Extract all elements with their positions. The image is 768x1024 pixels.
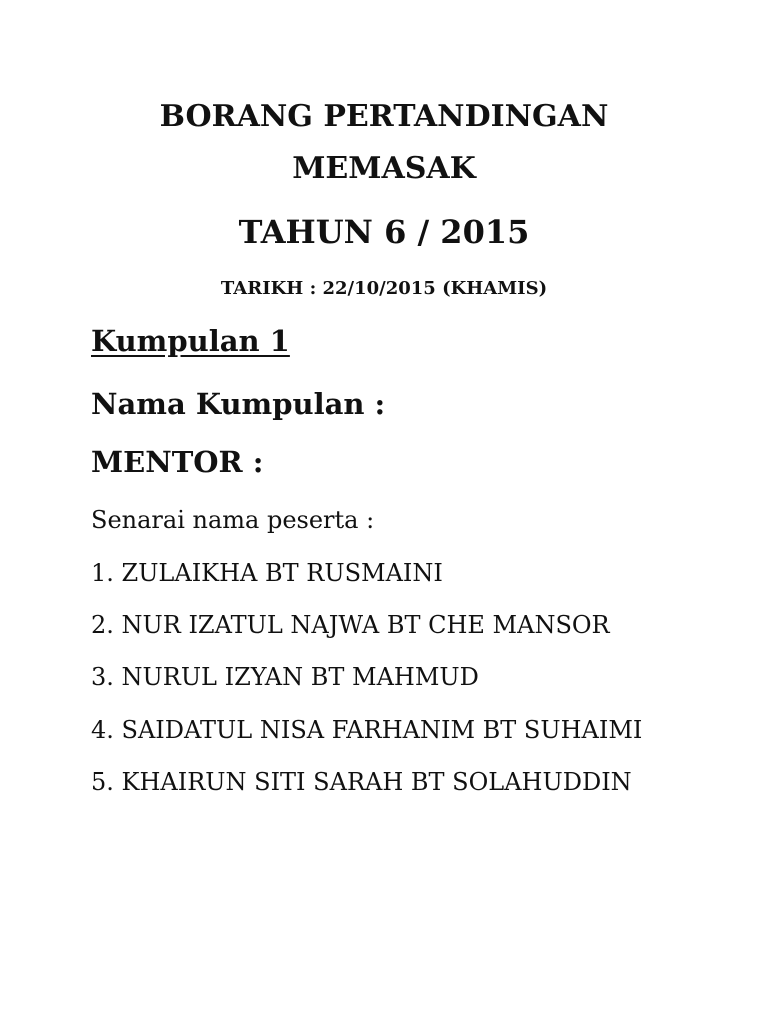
participant-item: 1. ZULAIKHA BT RUSMAINI: [91, 559, 443, 587]
group-name-label: Nama Kumpulan :: [91, 387, 386, 421]
title-year: TAHUN 6 / 2015: [238, 213, 530, 251]
participant-item: 4. SAIDATUL NISA FARHANIM BT SUHAIMI: [91, 716, 643, 744]
mentor-label: MENTOR :: [91, 445, 264, 479]
participant-item: 2. NUR IZATUL NAJWA BT CHE MANSOR: [91, 611, 610, 639]
participant-item: 5. KHAIRUN SITI SARAH BT SOLAHUDDIN: [91, 768, 632, 796]
date-line: TARIKH : 22/10/2015 (KHAMIS): [220, 278, 548, 299]
title-line-1: BORANG PERTANDINGAN: [159, 99, 609, 134]
group-heading: Kumpulan 1: [91, 324, 290, 358]
participant-item: 3. NURUL IZYAN BT MAHMUD: [91, 663, 479, 691]
title-line-2: MEMASAK: [292, 151, 476, 186]
participants-label: Senarai nama peserta :: [91, 506, 375, 534]
